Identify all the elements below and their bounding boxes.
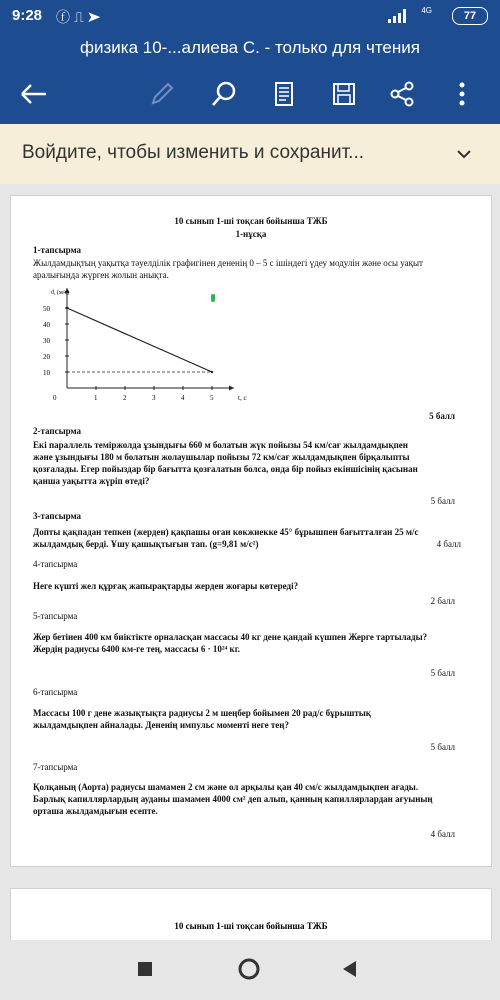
y-tick-label: 10 bbox=[43, 369, 50, 377]
task-3-score: 4 балл bbox=[436, 539, 461, 549]
recents-square-icon[interactable] bbox=[136, 960, 154, 978]
cursor-mark bbox=[211, 294, 215, 302]
document-page bbox=[10, 195, 492, 867]
back-triangle-icon[interactable] bbox=[340, 959, 360, 979]
task-1-text-2: аралығында жүрген жолын анықта. bbox=[33, 270, 169, 280]
y-tick-label: 40 bbox=[43, 321, 50, 329]
task-2-text-1: Екі параллель теміржолда ұзындығы 660 м болатын жүк пойызы 54 км/сағ жылдамдықпен bbox=[33, 440, 408, 450]
network-type: 4G bbox=[421, 6, 432, 15]
x-tick-label: 2 bbox=[123, 394, 127, 402]
task-5-text-1: Жер бетінен 400 км биіктікте орналасқан массасы 40 кг дене қандай күшпен Жерге тартылады? bbox=[33, 632, 428, 642]
share-icon[interactable] bbox=[386, 78, 418, 110]
x-tick-label: 0 bbox=[53, 394, 57, 402]
x-axis-label: t, с bbox=[238, 394, 247, 402]
doc-title: 10 сынып 1-ші тоқсан бойынша ТЖБ bbox=[174, 216, 328, 226]
edit-pencil-icon[interactable] bbox=[146, 78, 178, 110]
task-7-text-1: Қолқаның (Аорта) радиусы шамамен 2 см және ол арқылы қан 40 см/с жылдамдықпен ағады. bbox=[33, 782, 419, 792]
task-6-score: 5 балл bbox=[430, 742, 455, 752]
notification-icons bbox=[56, 7, 105, 27]
y-tick-label: 20 bbox=[43, 353, 50, 361]
task-5-text-2: Жердің радиусы 6400 км-ге тең, массасы 6 · 10²⁴ кг. bbox=[33, 644, 241, 654]
task-4-score: 2 балл bbox=[430, 596, 455, 606]
task-6-text-2: жылдамдықпен айналады. Дененің импульс моменті неге тең? bbox=[33, 720, 289, 730]
task-7-score: 4 балл bbox=[430, 829, 455, 839]
sign-in-banner[interactable] bbox=[0, 124, 500, 184]
banner-text: Войдите, чтобы изменить и сохранит... bbox=[22, 142, 365, 163]
save-icon[interactable] bbox=[328, 78, 360, 110]
reading-view-icon[interactable] bbox=[268, 78, 300, 110]
x-tick-label: 4 bbox=[181, 394, 185, 402]
task-4-text-1: Неге күшті жел құрғақ жапырақтарды жерден жоғары көтереді? bbox=[33, 581, 299, 591]
task-4-heading: 4-тапсырма bbox=[33, 559, 78, 569]
task-7-heading: 7-тапсырма bbox=[33, 762, 78, 772]
task-1-score: 5 балл bbox=[429, 411, 455, 421]
x-tick-label: 3 bbox=[152, 394, 156, 402]
data-point bbox=[66, 307, 68, 309]
home-circle-icon[interactable] bbox=[237, 957, 261, 981]
y-tick-label: 30 bbox=[43, 337, 50, 345]
signal-icon bbox=[388, 9, 408, 23]
y-axis-label: ϑ, (м/с) bbox=[51, 290, 70, 296]
status-bar bbox=[0, 0, 500, 34]
x-axis-arrow bbox=[229, 386, 234, 391]
search-icon[interactable] bbox=[208, 78, 240, 110]
task-3-text-1: Допты қақпадан тепкен (жерден) қақпашы оған көкжиекке 45° бұрышпен бағытталған 25 м/с bbox=[33, 527, 419, 537]
telegram-icon: ➤ bbox=[87, 9, 105, 25]
task-3-heading: 3-тапсырма bbox=[33, 511, 82, 521]
task-5-heading: 5-тапсырма bbox=[33, 611, 78, 621]
more-options-icon[interactable] bbox=[446, 78, 478, 110]
battery-indicator: 77 bbox=[452, 7, 488, 25]
page-2-title: 10 сынып 1-ші тоқсан бойынша ТЖБ bbox=[174, 921, 328, 931]
clock: 9:28 bbox=[12, 7, 43, 24]
chevron-down-icon[interactable] bbox=[456, 146, 472, 162]
task-2-text-3: қозғалады. Егер пойыздар бір бағытта қозғалатын болса, онда бір пойыз екіншісінің қасынан bbox=[33, 464, 418, 474]
velocity-time-chart bbox=[41, 284, 261, 406]
task-7-text-3: орташа жылдамдығын есепте. bbox=[33, 806, 158, 816]
y-tick-label: 50 bbox=[43, 305, 50, 313]
system-nav-bar bbox=[0, 940, 500, 1000]
sim-icon: ⎍ bbox=[74, 9, 88, 25]
doc-variant: 1-нұсқа bbox=[235, 229, 267, 239]
data-point bbox=[211, 371, 213, 373]
task-2-text-2: және ұзындығы 180 м болатын жолаушылар пойызы 72 км/сағ жылдамдықпен бірқалыпты bbox=[33, 452, 410, 462]
document-title: физика 10-...алиева С. - только для чтения bbox=[0, 34, 500, 64]
toolbar bbox=[0, 64, 500, 124]
facebook-icon: ⓕ bbox=[56, 9, 74, 25]
task-6-text-1: Массасы 100 г дене жазықтықта радиусы 2 м шеңбер бойымен 20 рад/с бұрыштық bbox=[33, 708, 371, 718]
task-6-heading: 6-тапсырма bbox=[33, 687, 78, 697]
x-tick-label: 1 bbox=[94, 394, 98, 402]
x-tick-label: 5 bbox=[210, 394, 214, 402]
task-5-score: 5 балл bbox=[430, 668, 455, 678]
task-1-heading: 1-тапсырма bbox=[33, 245, 82, 255]
task-7-text-2: Барлық капиллярлардың ауданы шамамен 4000 см² деп алып, қанның капиллярлардан ағуының bbox=[33, 794, 433, 804]
velocity-line bbox=[67, 308, 212, 372]
task-2-heading: 2-тапсырма bbox=[33, 426, 82, 436]
task-3-text-2: жылдамдық берді. Ұшу қашықтығын тап. (g=9,81 м/с²) bbox=[33, 539, 259, 549]
task-2-text-4: қанша уақытта жүріп өтеді? bbox=[33, 476, 150, 486]
task-1-text-1: Жылдамдықтың уақытқа тәуелділік графигінен дененің 0 – 5 с ішіндегі үдеу модулін және осы уақыт bbox=[33, 258, 423, 268]
task-2-score: 5 балл bbox=[430, 496, 455, 506]
back-arrow-icon[interactable] bbox=[18, 78, 50, 110]
